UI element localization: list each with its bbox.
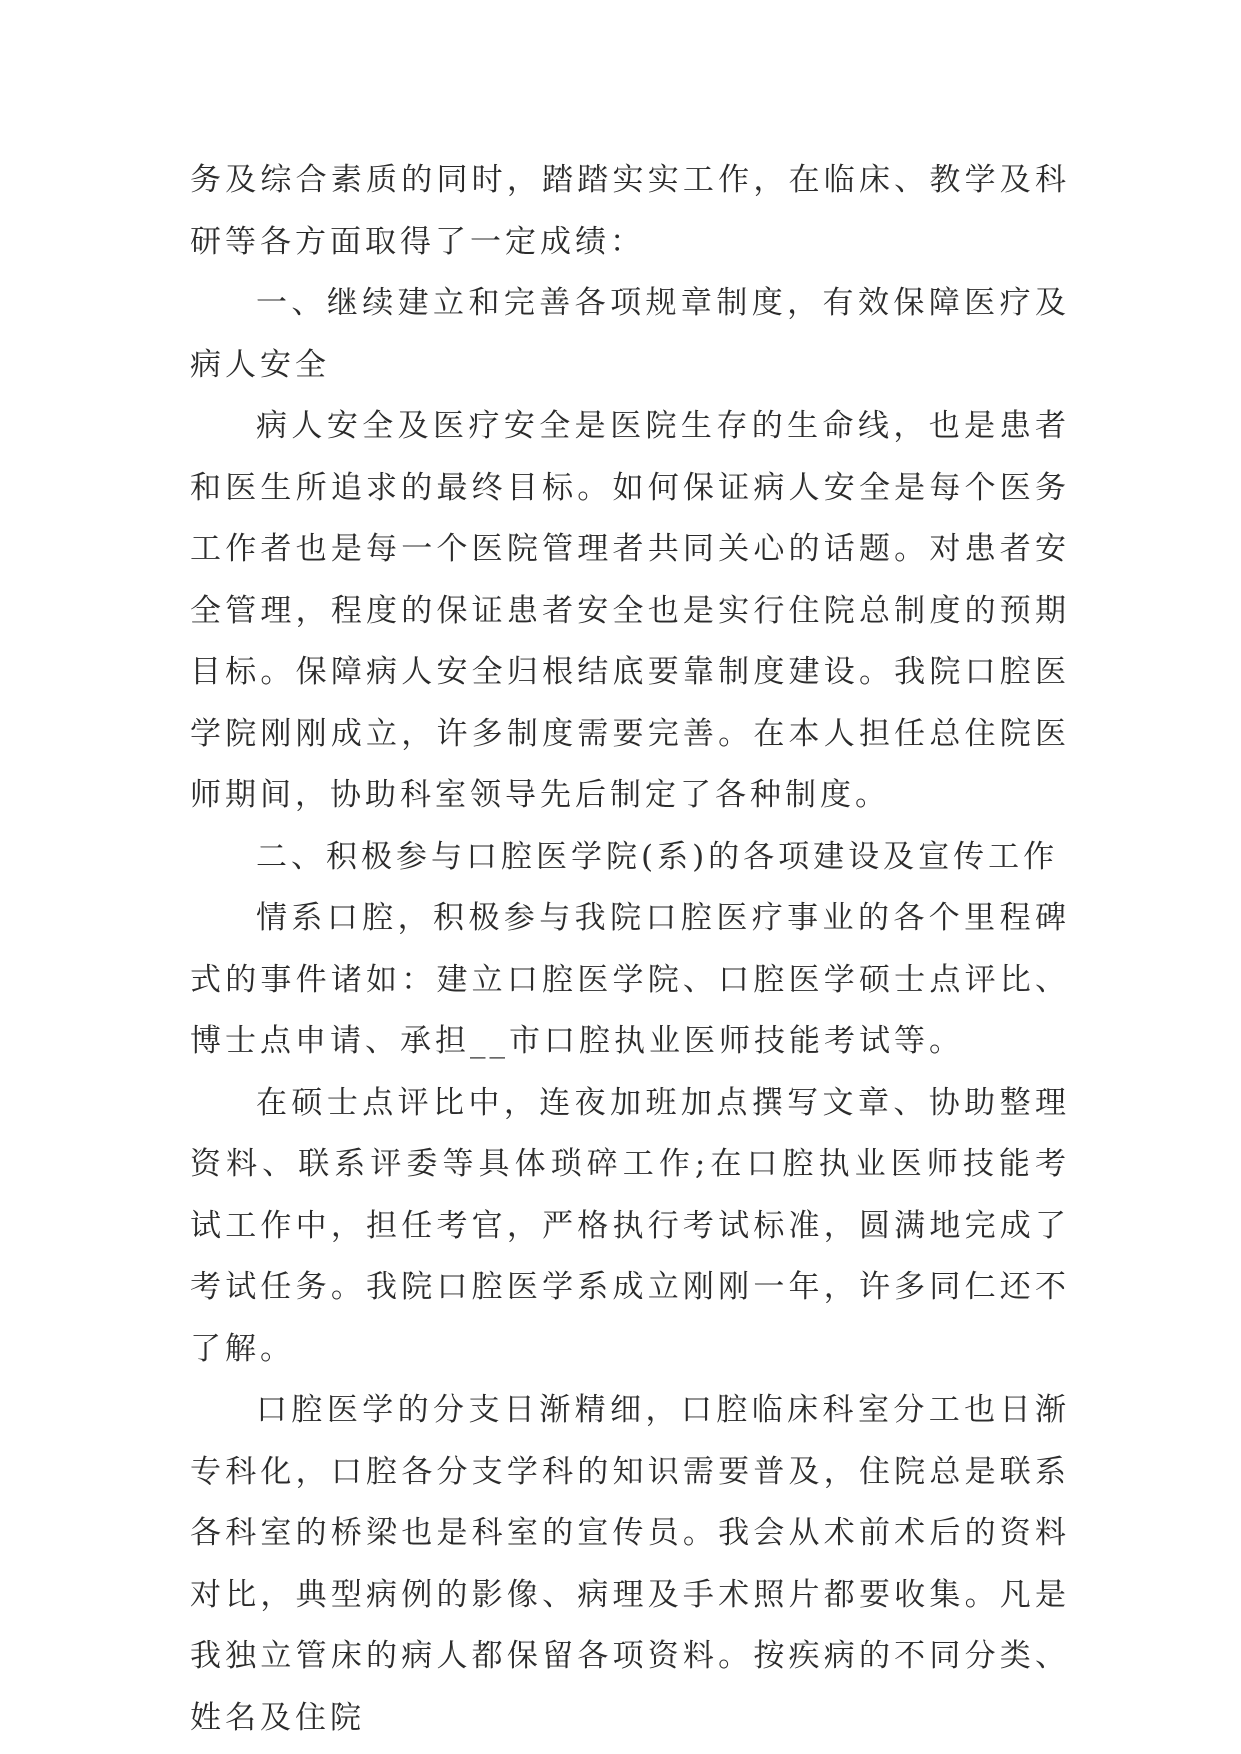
section-heading-one: 一、继续建立和完善各项规章制度，有效保障医疗及病人安全 — [190, 285, 1070, 383]
paragraph-patient-safety: 病人安全及医疗安全是医院生存的生命线，也是患者和医生所追求的最终目标。如何保证病人安全是每个医务工作者也是每一个医院管理者共同关心的话题。对患者安全管理，程度的保证患者安全也是实行住院总制度的预期目标。保障病人安全归根结底要靠制度建设。我院口腔医学院刚刚成立，许多制度需要完善。在本人担任总住院医师期间，协助科室领导先后制定了各种制度。 — [190, 408, 1070, 813]
paragraph-continuation: 务及综合素质的同时，踏踏实实工作，在临床、教学及科研等各方面取得了一定成绩： — [190, 162, 1070, 260]
paragraph-milestones: 情系口腔，积极参与我院口腔医疗事业的各个里程碑式的事件诸如：建立口腔医学院、口腔医学硕士点评比、博士点申请、承担__市口腔执业医师技能考试等。 — [190, 900, 1070, 1059]
paragraph-exam-work: 在硕士点评比中，连夜加班加点撰写文章、协助整理资料、联系评委等具体琐碎工作;在口腔执业医师技能考试工作中，担任考官，严格执行考试标准，圆满地完成了考试任务。我院口腔医学系成立刚刚一年，许多同仁还不了解。 — [190, 1084, 1070, 1367]
section-heading-two: 二、积极参与口腔医学院(系)的各项建设及宣传工作 — [256, 838, 1059, 875]
document-page — [190, 150, 1070, 1749]
paragraph-publicity: 口腔医学的分支日渐精细，口腔临床科室分工也日渐专科化，口腔各分支学科的知识需要普及，住院总是联系各科室的桥梁也是科室的宣传员。我会从术前术后的资料对比，典型病例的影像、病理及手术照片都要收集。凡是我独立管床的病人都保留各项资料。按疾病的不同分类、姓名及住院 — [190, 1392, 1070, 1736]
